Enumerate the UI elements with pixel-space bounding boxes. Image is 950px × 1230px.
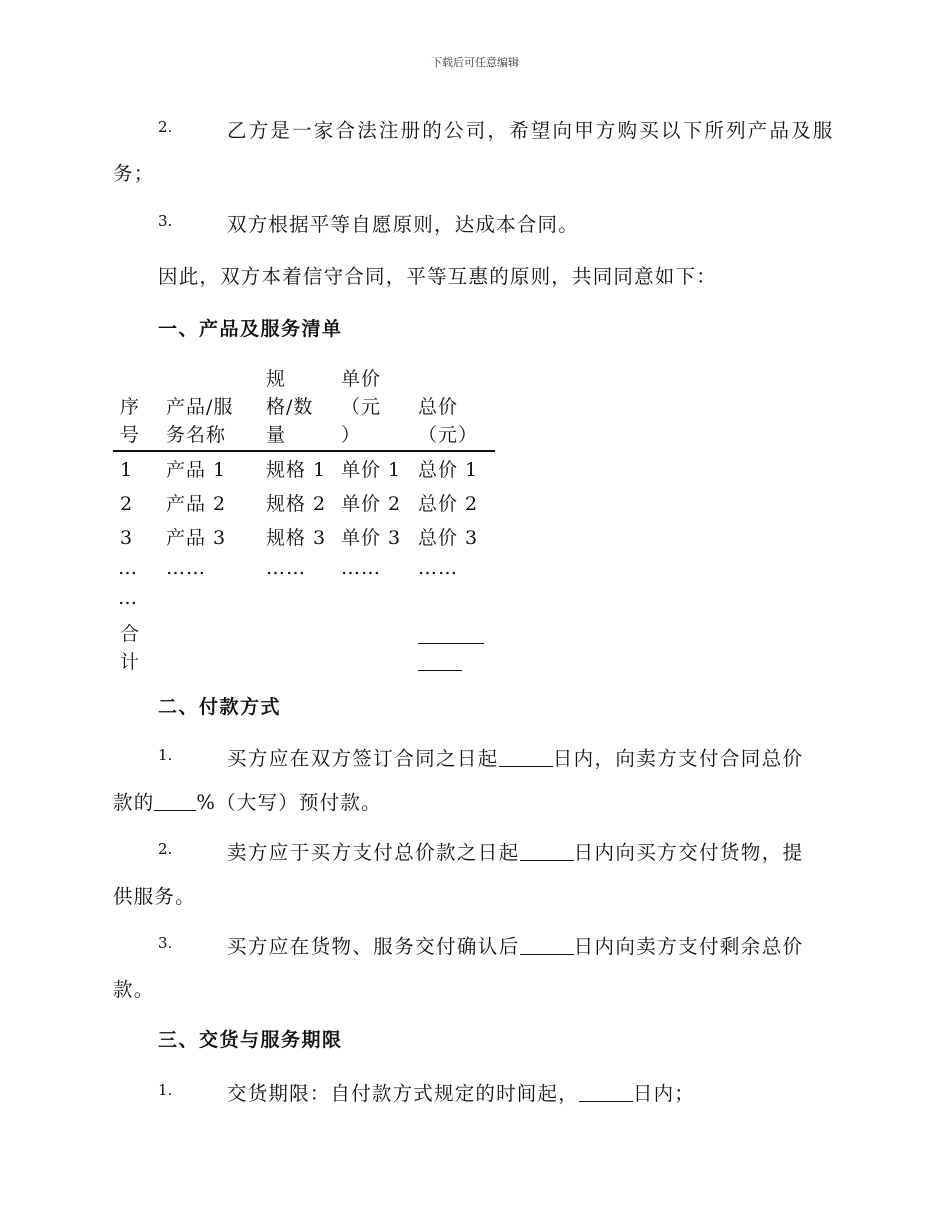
fill-blank (520, 936, 574, 955)
table-cell: 总价 1 (418, 459, 479, 481)
table-header-unit-price: 单价 （元 ） (341, 368, 382, 446)
table-cell: 产品 3 (166, 527, 227, 549)
table-header-spec: 规 格/数 量 (266, 368, 314, 446)
table-header-name: 产品/服 务名称 (166, 396, 234, 446)
table-total-label: 合 计 (120, 623, 141, 673)
table-header-seq: 序 号 (120, 396, 141, 446)
clause-text: 卖方应于买方支付总价款之日起 日内向买方交付货物，提 (227, 841, 804, 864)
table-header-rule (113, 450, 495, 452)
clause-text-cont: 款的 %（大写）预付款。 (113, 791, 382, 814)
table-cell-cont: … (118, 587, 138, 609)
table-cell: 产品 2 (166, 493, 227, 515)
table-header-total-price: 总价 （元） (418, 396, 479, 446)
fill-blank (520, 842, 574, 861)
clause-text-cont: 供服务。 (113, 885, 196, 908)
table-cell: … (118, 557, 138, 579)
table-cell: …… (266, 557, 306, 579)
table-cell: 单价 3 (341, 527, 402, 549)
table-cell: …… (341, 557, 381, 579)
section-heading: 一、产品及服务清单 (158, 318, 343, 340)
clause-number: 1. (158, 1081, 173, 1099)
table-cell: 规格 2 (266, 493, 327, 515)
clause-text: 交货期限：自付款方式规定的时间起， 日内； (227, 1082, 696, 1105)
clause-text-cont: 务； (113, 162, 155, 185)
clause-text: 买方应在货物、服务交付确认后 日内向卖方支付剩余总价 (227, 935, 804, 958)
clause-text: 双方根据平等自愿原则，达成本合同。 (227, 213, 579, 236)
table-cell: 单价 1 (341, 459, 402, 481)
clause-text: 乙方是一家合法注册的公司，希望向甲方购买以下所列产品及服 (227, 119, 835, 142)
table-cell: 2 (120, 493, 134, 515)
clause-number: 2. (158, 840, 173, 858)
clause-number: 3. (158, 934, 173, 952)
clause-number: 1. (158, 746, 173, 764)
table-cell: 1 (120, 459, 134, 481)
clause-number: 2. (158, 118, 173, 136)
clause-text-cont: 款。 (113, 978, 155, 1001)
section-heading: 二、付款方式 (158, 696, 282, 718)
table-cell: 单价 2 (341, 493, 402, 515)
table-cell: 总价 3 (418, 527, 479, 549)
fill-blank (579, 1083, 633, 1102)
total-blank-line (418, 643, 484, 644)
table-cell: 总价 2 (418, 493, 479, 515)
table-cell: 规格 1 (266, 459, 327, 481)
table-cell: …… (166, 557, 206, 579)
table-cell: …… (418, 557, 458, 579)
preamble-text: 因此，双方本着信守合同，平等互惠的原则，共同同意如下： (158, 265, 717, 288)
fill-blank (499, 748, 553, 767)
section-heading: 三、交货与服务期限 (158, 1029, 343, 1051)
total-blank-line (418, 670, 462, 671)
page-header: 下载后可任意编辑 (431, 56, 519, 69)
table-cell: 3 (120, 527, 134, 549)
clause-text: 买方应在双方签订合同之日起 日内，向卖方支付合同总价 (227, 747, 804, 770)
clause-number: 3. (158, 212, 173, 230)
fill-blank (154, 792, 196, 811)
table-cell: 产品 1 (166, 459, 227, 481)
table-cell: 规格 3 (266, 527, 327, 549)
